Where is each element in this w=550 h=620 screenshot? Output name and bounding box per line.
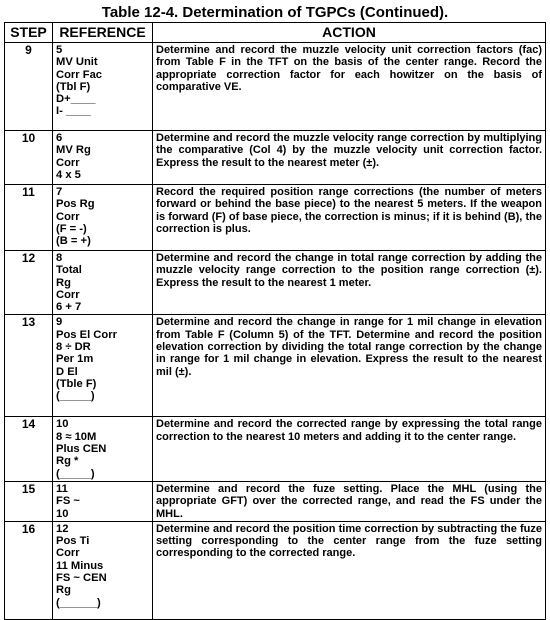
reference-line: 8 — [56, 252, 63, 264]
step-cell: 14 — [5, 417, 53, 481]
table-row — [5, 251, 546, 315]
reference-line: Corr — [56, 156, 80, 169]
action-cell: Determine and record the change in range for 1 mil change in elevation from Table F (Column 5) of the TFT. Determine and record the position elevation correction by dividing the total range correction by the change in range for 1 mil change in elevation. Express the result to the nearest mil (±). — [153, 315, 546, 417]
reference-cell — [53, 185, 153, 251]
reference-line: Plus CEN — [56, 443, 107, 456]
reference-line: Corr — [56, 210, 80, 223]
header-step: STEP — [5, 23, 53, 43]
reference-line: 4 x 5 — [56, 168, 81, 181]
reference-line: 8 ÷ DR — [56, 341, 91, 354]
reference-cell — [53, 131, 153, 185]
reference-line: Per 1m — [56, 353, 94, 366]
reference-cell — [53, 43, 153, 131]
step-cell: 15 — [5, 481, 53, 521]
reference-line: Pos El Corr — [56, 328, 117, 341]
reference-line: 12 — [56, 522, 69, 535]
action-cell: Determine and record the fuze setting. Place the MHL (using the appropriate GFT) over the corrected range, and read the FS under the MHL. — [153, 481, 546, 521]
reference-line: (Tble F) — [56, 377, 97, 390]
table-row — [5, 315, 546, 417]
reference-line: I- ____ — [56, 105, 91, 118]
reference-line: Rg * — [56, 455, 79, 468]
action-cell: Determine and record the change in total range correction by adding the muzzle velocity range correction to the position range correction (±). Express the result to the nearest 1 meter. — [153, 251, 546, 315]
header-action: ACTION — [153, 23, 546, 43]
reference-line: Rg — [56, 276, 71, 289]
reference-line: FS ~ CEN — [56, 572, 107, 585]
step-cell: 10 — [5, 131, 53, 185]
table-title: Table 12-4. Determination of TGPCs (Continued). — [101, 4, 449, 21]
step-cell: 12 — [5, 251, 53, 315]
reference-cell — [53, 315, 153, 417]
reference-line: Pos Ti — [56, 535, 90, 548]
reference-line: 7 — [56, 186, 63, 198]
reference-line: 11 Minus — [56, 559, 104, 572]
step-cell: 13 — [5, 315, 53, 417]
reference-line: 9 — [56, 316, 63, 329]
reference-line: 11 — [56, 482, 68, 495]
table-row — [5, 521, 546, 619]
reference-cell — [53, 251, 153, 315]
reference-line: FS ~ — [56, 495, 80, 508]
reference-line: MV Unit — [56, 56, 98, 69]
reference-cell — [53, 417, 153, 481]
step-cell: 9 — [5, 43, 53, 131]
step-cell: 11 — [5, 185, 53, 251]
table-row — [5, 185, 546, 251]
action-cell: Determine and record the corrected range by expressing the total range correction to the nearest 10 meters and adding it to the center range. — [153, 417, 546, 481]
reference-cell — [53, 521, 153, 619]
reference-line: (_____) — [56, 390, 95, 403]
reference-line: Corr — [56, 547, 80, 560]
reference-line: (F = -) — [56, 222, 87, 235]
table-row — [5, 43, 546, 131]
header-row — [5, 23, 546, 43]
reference-line: D+____ — [56, 93, 96, 106]
reference-line: 6 — [56, 132, 63, 144]
table-body — [5, 43, 546, 620]
action-cell: Determine and record the muzzle velocity range correction by multiplying the comparative (Col 4) by the muzzle velocity unit correction factor. Express the result to the nearest meter (±). — [153, 131, 546, 185]
action-cell: Determine and record the muzzle velocity unit correction factors (fac) from Table F in the TFT on the basis of the center range. Record the appropriate correction factor for each howitzer on the basis of comparative VE. — [153, 43, 546, 131]
action-cell: Record the required position range corrections (the number of meters forward or behind the base piece) to the nearest 5 meters. If the weapon is forward (F) of base piece, the correction is minus; if it is behind (B), the correction is plus. — [153, 185, 546, 251]
reference-line: (Tbl F) — [56, 80, 91, 93]
reference-line: 8 ≈ 10M — [56, 430, 97, 443]
reference-line: 6 + 7 — [56, 301, 82, 314]
step-cell: 16 — [5, 521, 53, 619]
reference-line: 10 — [56, 507, 69, 520]
reference-line: (______) — [56, 596, 101, 609]
table-row — [5, 417, 546, 481]
reference-line: MV Rg — [56, 144, 91, 157]
reference-line: Rg — [56, 584, 71, 597]
reference-line: Total — [56, 264, 82, 277]
reference-line: 5 — [56, 44, 63, 56]
reference-cell — [53, 481, 153, 521]
tgpc-table — [4, 22, 546, 620]
table-row — [5, 131, 546, 185]
reference-line: (B = +) — [56, 235, 91, 248]
reference-line: (_____) — [56, 467, 95, 480]
reference-line: D El — [56, 365, 78, 378]
header-reference: REFERENCE — [53, 23, 153, 43]
reference-line: Pos Rg — [56, 198, 95, 211]
action-cell: Determine and record the position time correction by subtracting the fuze setting corresponding to the center range from the fuze setting corresponding to the corrected range. — [153, 521, 546, 619]
reference-line: Corr Fac — [56, 68, 103, 81]
table-row — [5, 481, 546, 521]
reference-line: Corr — [56, 288, 80, 301]
reference-line: 10 — [56, 418, 69, 431]
